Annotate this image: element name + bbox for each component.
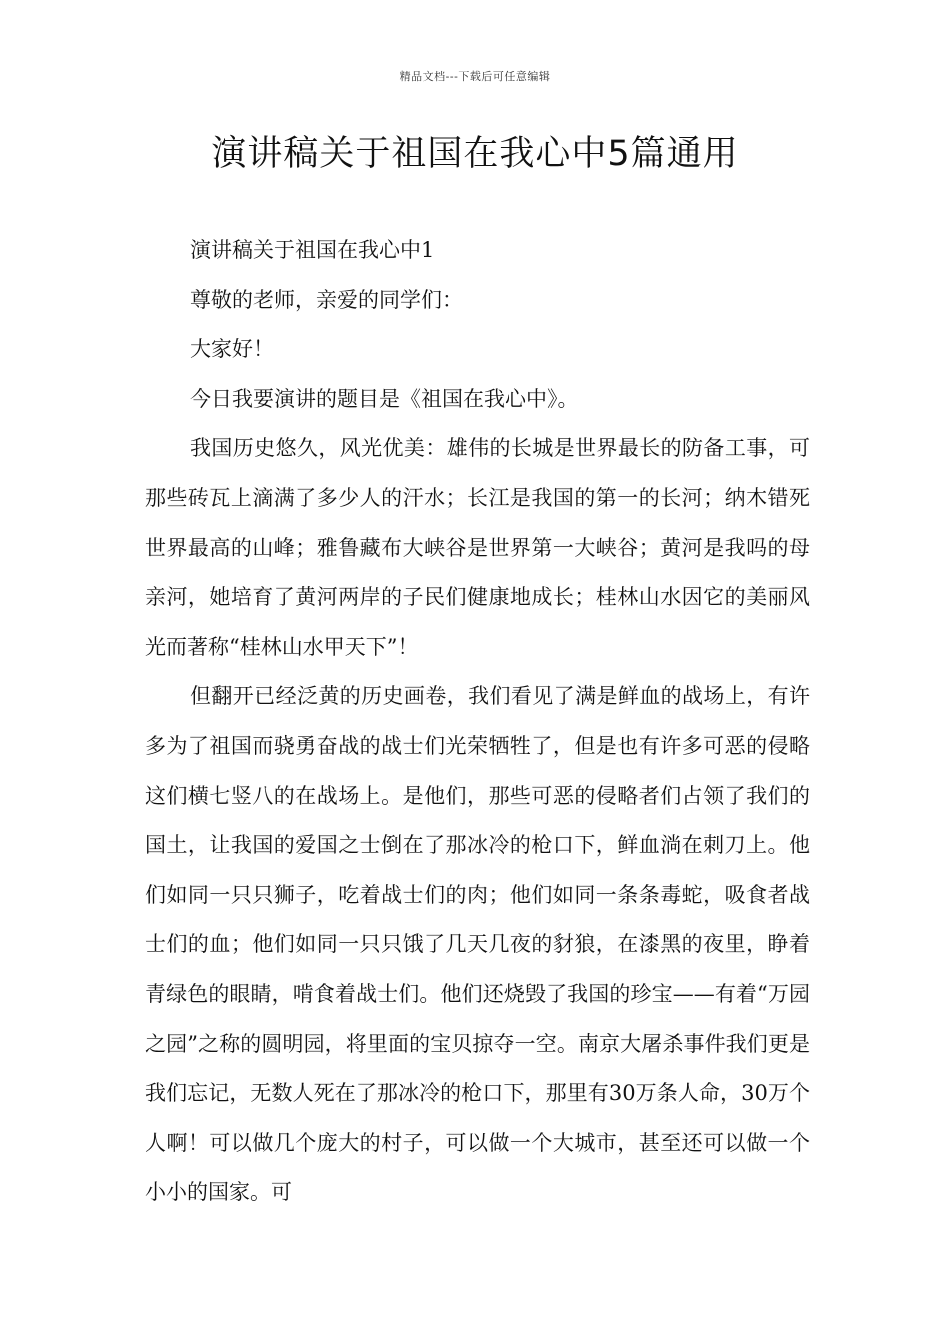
document-title: 演讲稿关于祖国在我心中5篇通用 [211, 134, 739, 174]
paragraph-history: 我国历史悠久，风光优美：雄伟的长城是世界最长的防备工事，可那些砖瓦上滴满了多少人的汗水；长江是我国的第一的长河；纳木错死世界最高的山峰；雅鲁藏布大峡谷是世界第一大峡谷；黄河是我吗的母亲河，她培育了黄河两岸的子民们健康地成长；桂林山水因它的美丽风光而著称“桂林山水甲天下”！ [145, 436, 810, 659]
header-note: 精品文档---下载后可任意编辑 [399, 70, 551, 83]
greeting: 大家好！ [190, 337, 274, 362]
salutation: 尊敬的老师，亲爱的同学们： [190, 287, 463, 312]
document-body [145, 226, 810, 1218]
topic-intro: 今日我要演讲的题目是《祖国在我心中》。 [190, 386, 579, 411]
paragraph-war: 但翻开已经泛黄的历史画卷，我们看见了满是鲜血的战场上，有许多为了祖国而骁勇奋战的战士们光荣牺牲了，但是也有许多可恶的侵略这们横七竖八的在战场上。是他们，那些可恶的侵略者们占领了我们的国土，让我国的爱国之士倒在了那冰冷的枪口下，鲜血淌在刺刀上。他们如同一只只狮子，吃着战士们的肉；他们如同一条条毒蛇，吸食者战士们的血；他们如同一只只饿了几天几夜的豺狼，在漆黑的夜里，睁着青绿色的眼睛，啃食着战士们。他们还烧毁了我国的珍宝——有着“万园之园”之称的圆明园，将里面的宝贝掠夺一空。南京大屠杀事件我们更是我们忘记，无数人死在了那冰冷的枪口下，那里有30万条人命，30万个人啊！可以做几个庞大的村子，可以做一个大城市，甚至还可以做一个小小的国家。可 [145, 684, 810, 1205]
speech-heading: 演讲稿关于祖国在我心中1 [190, 238, 435, 262]
